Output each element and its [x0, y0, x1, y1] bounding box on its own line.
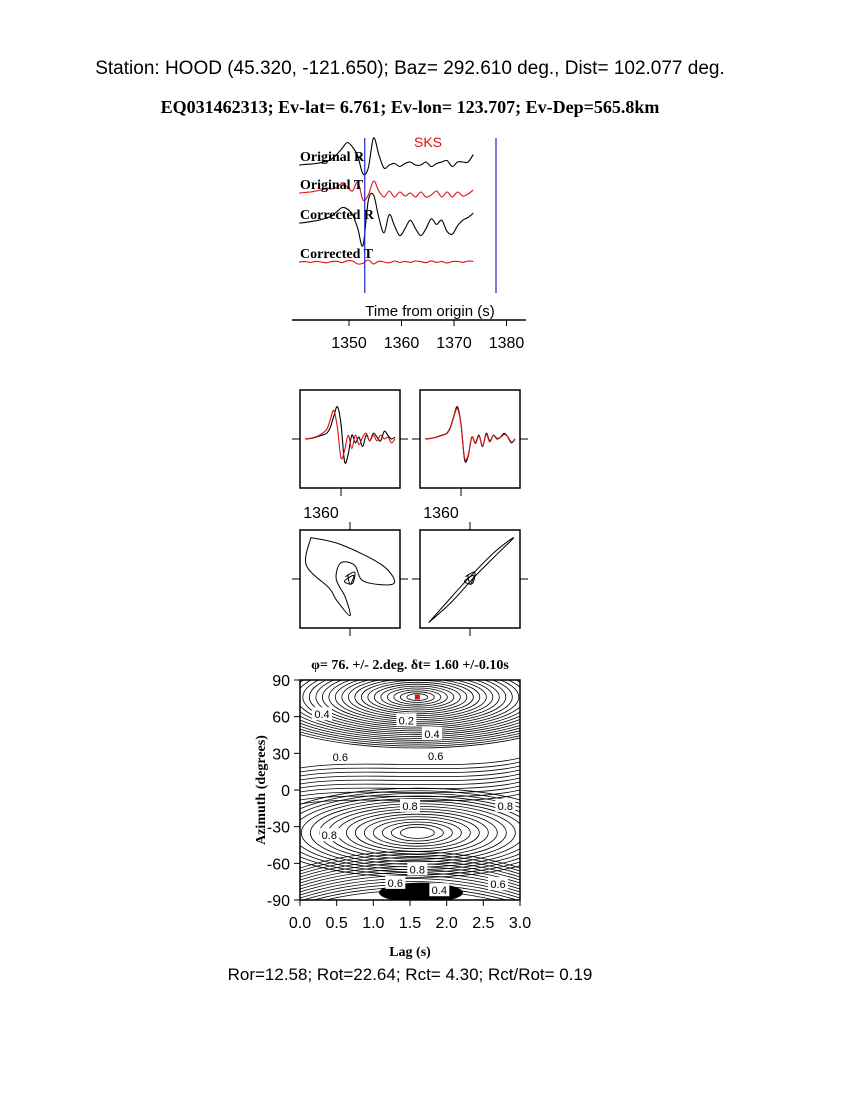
time-tick-label: 1360	[303, 505, 339, 522]
waveform-trace	[305, 407, 395, 464]
lag-tick-label: 2.0	[435, 915, 458, 932]
contour-label: 0.8	[321, 830, 337, 843]
time-tick-label: 1370	[436, 335, 472, 352]
contour-line	[373, 819, 461, 846]
contour-line	[337, 809, 497, 857]
panel-frame	[420, 530, 520, 628]
trace-label: Corrected T	[300, 247, 373, 262]
particle-motion-tangle	[344, 572, 354, 585]
lag-tick-label: 1.5	[398, 915, 422, 932]
waveform-trace	[305, 410, 395, 459]
time-tick-label: 1350	[331, 335, 367, 352]
contour-line	[400, 827, 434, 838]
contour-line	[346, 812, 488, 854]
best-fit-marker	[415, 695, 420, 700]
azimuth-axis-label: Azimuth (degrees)	[254, 735, 269, 845]
lag-tick-label: 0.5	[325, 915, 348, 932]
time-tick-label: 1360	[383, 335, 420, 352]
station-header: Station: HOOD (45.320, -121.650); Baz= 292.610 deg., Dist= 102.077 deg.	[95, 58, 725, 79]
contour-label: 0.8	[409, 864, 425, 877]
event-header: EQ031462313; Ev-lat= 6.761; Ev-lon= 123.707; Ev-Dep=565.8km	[160, 97, 660, 117]
waveform-trace	[425, 407, 515, 463]
azimuth-tick-label: -90	[266, 893, 290, 910]
lag-tick-label: 1.0	[362, 915, 385, 932]
lag-axis-label: Lag (s)	[389, 945, 431, 960]
contour-label: 0.6	[387, 877, 403, 890]
contour-label: 0.6	[332, 752, 348, 764]
seismogram-panel	[292, 134, 526, 352]
particle-motion-panel-original	[292, 522, 408, 636]
azimuth-tick-label: -30	[266, 819, 290, 837]
contour-label: 0.6	[490, 879, 506, 892]
trace-label: Corrected R	[300, 208, 374, 223]
waveform-panel-original	[292, 390, 408, 522]
time-tick-label: 1360	[423, 505, 459, 522]
contour-label: 0.2	[398, 715, 414, 728]
phase-label: SKS	[414, 134, 443, 150]
trace-label: Original R	[300, 150, 365, 165]
time-tick-label: 1380	[488, 335, 525, 352]
trace-label: Original T	[300, 178, 364, 193]
contour-label: 0.4	[314, 709, 330, 722]
particle-motion-panel-corrected	[412, 522, 528, 636]
panel-frame	[420, 390, 520, 488]
lag-tick-label: 3.0	[508, 915, 532, 932]
waveform-panel-corrected	[412, 390, 528, 522]
azimuth-tick-label: 0	[281, 783, 290, 800]
contour-label: 0.4	[431, 885, 447, 898]
particle-motion-path	[429, 538, 514, 623]
time-axis-label: Time from origin (s)	[365, 303, 495, 320]
contour-label: 0.4	[424, 728, 440, 741]
azimuth-tick-label: 90	[272, 673, 290, 690]
azimuth-tick-label: 30	[272, 746, 290, 764]
azimuth-tick-label: 60	[272, 709, 290, 727]
grid-title: φ= 76. +/- 2.deg. δt= 1.60 +/-0.10s	[311, 658, 509, 673]
ratio-summary: Ror=12.58; Rot=22.64; Rct= 4.30; Rct/Rot= 0.19	[227, 965, 593, 984]
lag-tick-label: 2.5	[472, 915, 495, 932]
energy-grid-panel	[244, 646, 590, 960]
contour-line	[382, 822, 452, 844]
waveform-trace	[425, 408, 515, 460]
contour-label: 0.6	[428, 750, 444, 763]
lag-tick-label: 0.0	[288, 915, 312, 932]
contour-label: 0.8	[497, 800, 513, 813]
contour-label: 0.8	[402, 800, 418, 813]
azimuth-tick-label: -60	[266, 856, 290, 874]
